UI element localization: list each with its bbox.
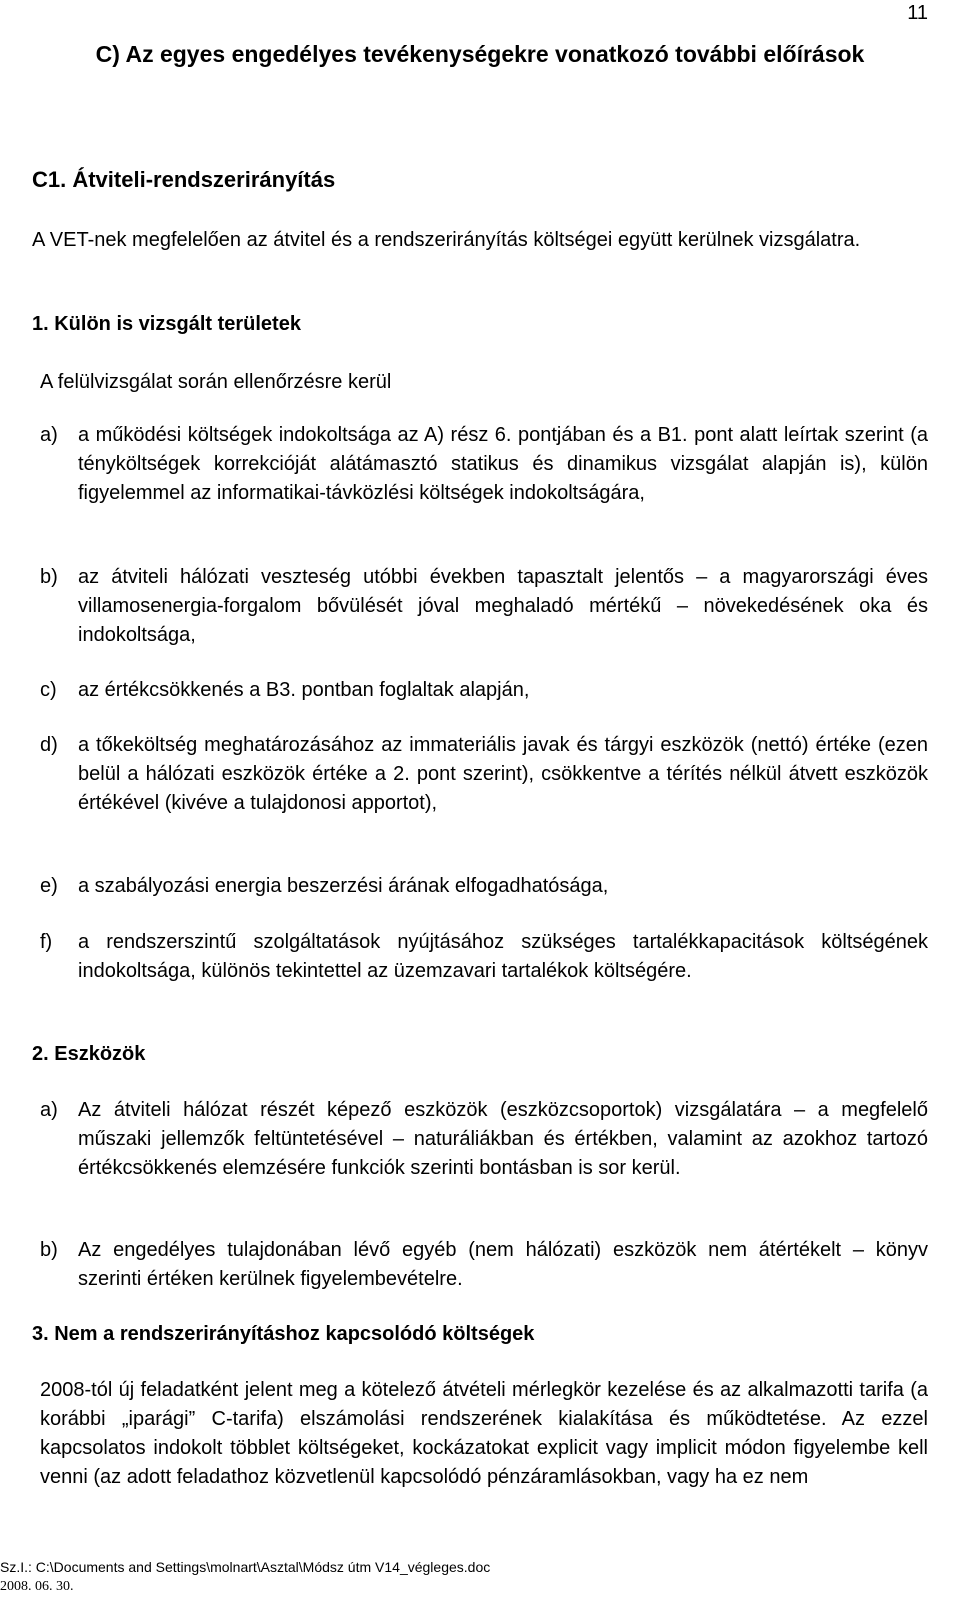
footer-file-path: Sz.I.: C:\Documents and Settings\molnart\Asztal\Módsz útm V14_végleges.doc xyxy=(0,1559,491,1575)
list-item-text: a tőkeköltség meghatározásához az immateriális javak és tárgyi eszközök (nettó) értéke (ezen belül a hálózati eszközök értéke a 2. pont szerint), csökkentve a térítés nélkül átvett eszközök értékével (kivéve a tulajdonosi apportot), xyxy=(78,734,928,814)
section-1-intro: A felülvizsgálat során ellenőrzésre kerül xyxy=(40,371,392,393)
list-item-text: Az átviteli hálózat részét képező eszközök (eszközcsoportok) vizsgálatára – a megfelelő műszaki jellemzők feltüntetésével – naturáliákban és értékben, valamint az azokhoz tartozó értékcsökkenés elemzésére funkciók szerinti bontásban is sor kerül. xyxy=(78,1099,928,1179)
list-item-label: c) xyxy=(40,679,57,701)
document-title: C) Az egyes engedélyes tevékenységekre vonatkozó további előírások xyxy=(95,41,865,67)
list-item-label: d) xyxy=(40,734,58,756)
list-item-label: b) xyxy=(40,1239,58,1261)
list-item-text: a szabályozási energia beszerzési árának elfogadhatósága, xyxy=(78,875,609,897)
section-1-heading: 1. Külön is vizsgált területek xyxy=(32,313,301,335)
section-c1-intro: A VET-nek megfelelően az átvitel és a rendszerirányítás költségei együtt kerülnek vizsgálatra. xyxy=(32,229,861,251)
list-item-label: a) xyxy=(40,1099,58,1121)
list-item-label: e) xyxy=(40,875,58,897)
list-item-text: az értékcsökkenés a B3. pontban foglaltak alapján, xyxy=(78,679,530,701)
list-item-text: Az engedélyes tulajdonában lévő egyéb (nem hálózati) eszközök nem átértékelt – könyv szerinti értéken kerülnek figyelembevételre. xyxy=(78,1239,928,1290)
list-item-text: a működési költségek indokoltsága az A) rész 6. pontjában és a B1. pont alatt leírtak szerint (a tényköltségek korrekcióját alátámasztó statikus és dinamikus vizsgálat alapján is), külön figyelemmel az informatikai-távközlési költségek indokoltságára, xyxy=(78,424,928,504)
section-3-heading: 3. Nem a rendszerirányításhoz kapcsolódó költségek xyxy=(32,1323,535,1345)
list-item-label: b) xyxy=(40,566,58,588)
list-item-text: az átviteli hálózati veszteség utóbbi években tapasztalt jelentős – a magyarországi éves villamosenergia-forgalom bővülését jóval meghaladó mértékű – növekedésének oka és indokoltsága, xyxy=(78,566,928,646)
footer-date: 2008. 06. 30. xyxy=(0,1579,74,1594)
list-item-label: a) xyxy=(40,424,58,446)
page-number: 11 xyxy=(907,2,928,24)
section-c1-heading: C1. Átviteli-rendszerirányítás xyxy=(32,167,336,192)
section-2-heading: 2. Eszközök xyxy=(32,1043,146,1065)
list-item-text: a rendszerszintű szolgáltatások nyújtásához szükséges tartalékkapacitások költségének indokoltsága, különös tekintettel az üzemzavari tartalékok költségére. xyxy=(78,931,928,982)
section-3-text: 2008-tól új feladatként jelent meg a kötelező átvételi mérlegkör kezelése és az alkalmazotti tarifa (a korábbi „iparági” C-tarifa) elszámolási rendszerének kialakítása és működtetése. Az ezzel kapcsolatos indokolt többlet költségeket, kockázatokat explicit vagy implicit módon figyelembe kell venni (az adott feladathoz közvetlenül kapcsolódó pénzáramlásokban, vagy ha ez nem xyxy=(40,1379,928,1488)
list-item-label: f) xyxy=(40,931,53,953)
